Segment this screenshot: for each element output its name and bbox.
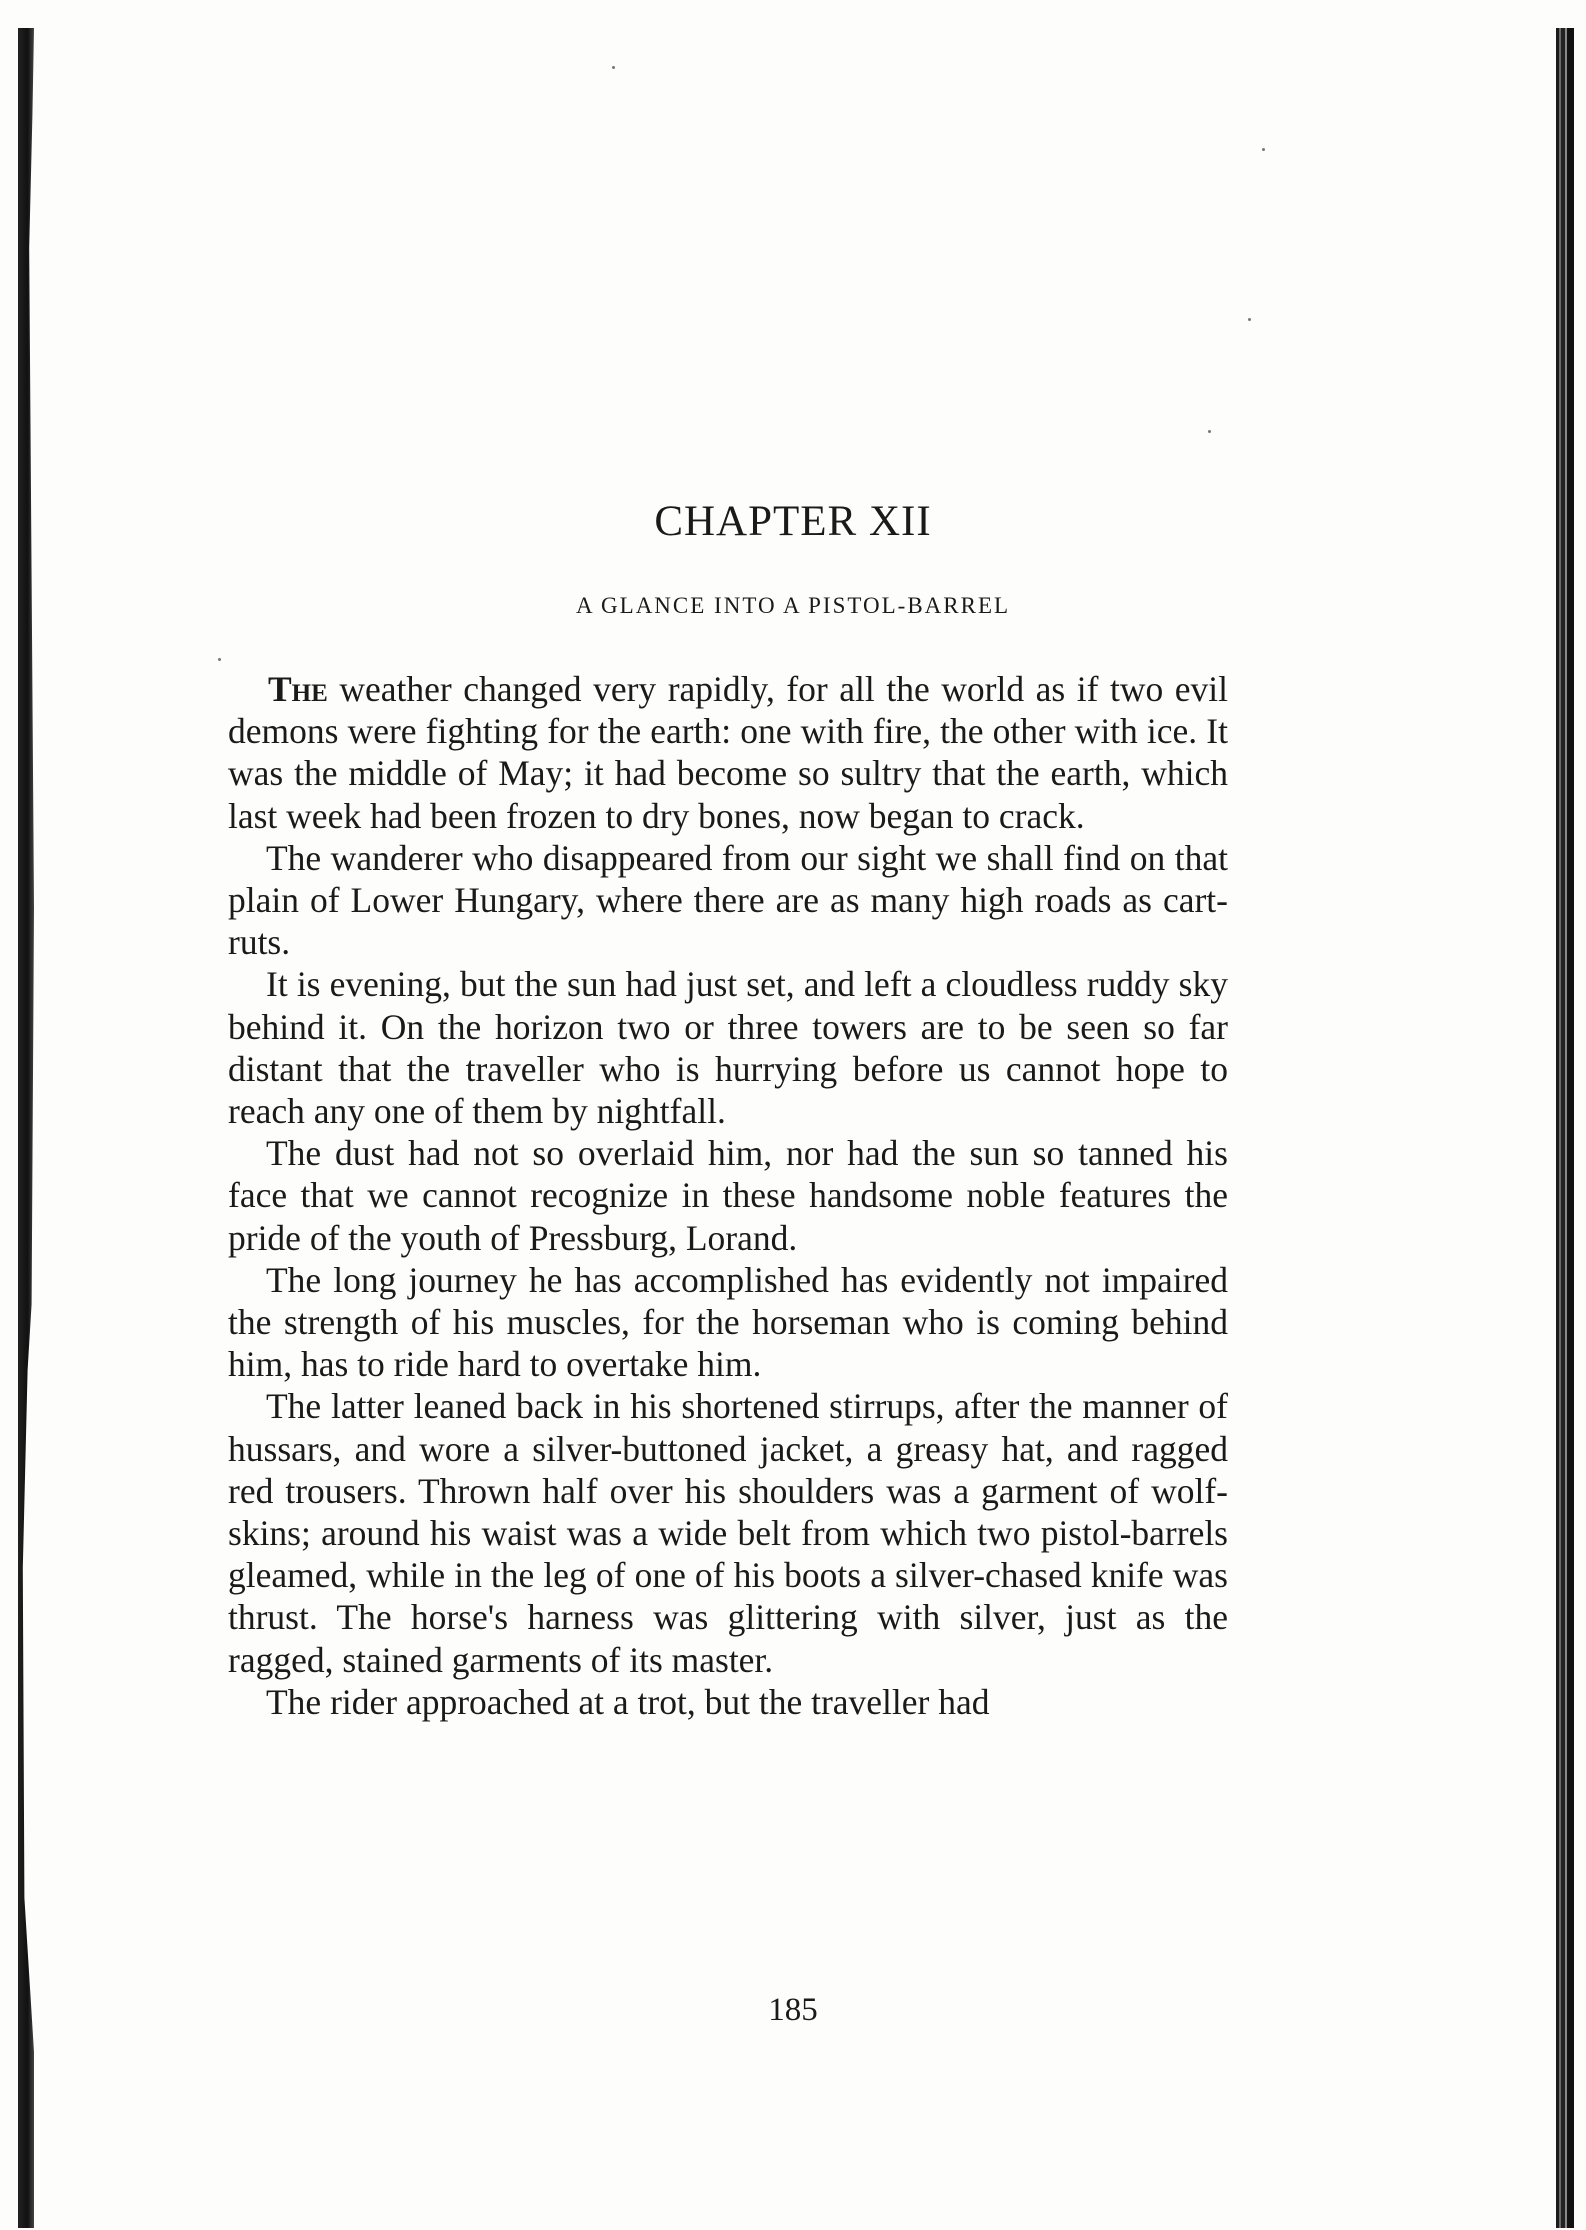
scan-speck [612, 66, 615, 69]
scan-edge-left [18, 28, 34, 2228]
paragraph-3: It is evening, but the sun had just set, and left a cloudless ruddy sky behind it. On the horizon two or three towers are to be seen so far distant that the traveller who is hurrying before us cannot hope to reach any one of them by nightfall. [228, 964, 1228, 1132]
chapter-title: CHAPTER XII [654, 498, 932, 545]
scan-speck [1262, 148, 1265, 151]
scan-speck [1248, 318, 1251, 321]
paragraph-text: weather changed very rapidly, for all the world as if two evil demons were fighting for the earth: one with fire, the other with ice. It was the middle of May; it had become so sultry that the earth, which last week had been frozen to dry bones, now began to crack. [228, 669, 1228, 836]
page-number: 185 [768, 1992, 818, 2028]
scan-speck [1208, 430, 1211, 433]
paragraph-lead-word: The [268, 669, 328, 709]
paragraph-7: The rider approached at a trot, but the traveller had [266, 1681, 990, 1722]
scan-edge-right [1556, 28, 1574, 2228]
chapter-subtitle: A GLANCE INTO A PISTOL-BARREL [575, 593, 1011, 618]
scan-speck [218, 658, 221, 661]
paragraph-5: The long journey he has accomplished has evidently not impaired the strength of his muscles, for the horseman who is coming behind him, has to ride hard to overtake him. [228, 1259, 1228, 1385]
paragraph-6: The latter leaned back in his shortened stirrups, after the manner of hussars, and wore a silver-buttoned jacket, a greasy hat, and ragged red trousers. Thrown half over his shoulders was a garment of wolf-skins; around his waist was a wide belt from which two pistol-barrels gleamed, while in the leg of one of his boots a silver-chased knife was thrust. The horse's harness was glittering with silver, just as the ragged, stained garments of its master. [228, 1386, 1228, 1680]
paragraph-2: The wanderer who disappeared from our sight we shall find on that plain of Lower Hungary, where there are as many high roads as cart-ruts. [228, 837, 1228, 963]
chapter-body [228, 668, 1228, 1723]
paragraph-1 [228, 668, 1228, 837]
paragraph-4: The dust had not so overlaid him, nor had the sun so tanned his face that we cannot recognize in these handsome noble features the pride of the youth of Pressburg, Lorand. [228, 1133, 1228, 1258]
